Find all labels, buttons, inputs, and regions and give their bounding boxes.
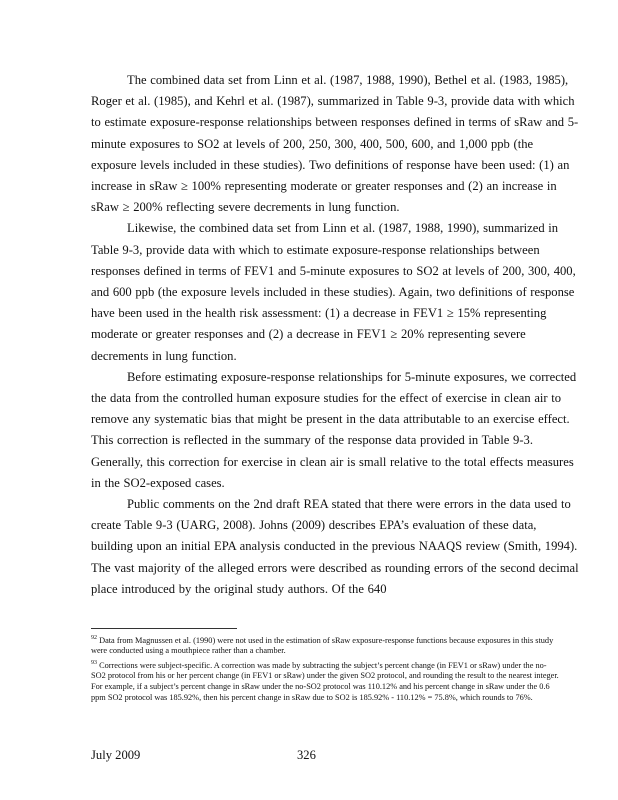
paragraph-2: Likewise, the combined data set from Linn et al. (1987, 1988, 1990), summarized in Table 9-3, provide data with which to estimate exposure-response relationships between responses defined in terms of FEV1 and 5-minute exposures to SO2 at levels of 200, 300, 400, and 600 ppb (the exposure levels included in these studies). Again, two definitions of response have been used in the health risk assessment: (1) a decrease in FEV1 ≥ 15% representing moderate or greater responses and (2) a decrease in FEV1 ≥ 20% representing severe decrements in lung function. xyxy=(91,221,576,363)
paragraph-1: The combined data set from Linn et al. (1987, 1988, 1990), Bethel et al. (1983, 1985), Roger et al. (1985), and Kehrl et al. (1987), summarized in Table 9-3, provide data with which to estimate exposure-response relationships between responses defined in terms of sRaw and 5-minute exposures to SO2 at levels of 200, 250, 300, 400, 500, 600, and 1,000 ppb (the exposure levels included in these studies). Two definitions of response have been used: (1) an increase in sRaw ≥ 100% representing moderate or greater responses and (2) an increase in sRaw ≥ 200% reflecting severe decrements in lung function. xyxy=(91,73,579,215)
paragraph-4: Public comments on the 2nd draft REA stated that there were errors in the data used to create Table 9-3 (UARG, 2008). Johns (2009) describes EPA’s evaluation of these data, building upon an initial EPA analysis conducted in the previous NAAQS review (Smith, 1994). The vast majority of the alleged errors were described as rounding errors of the second decimal place introduced by the original study authors. Of the 640 xyxy=(91,497,579,596)
footer-date: July 2009 xyxy=(91,748,141,762)
footnote-divider xyxy=(91,628,237,629)
footnotes xyxy=(91,633,561,704)
paragraph-3: Before estimating exposure-response relationships for 5-minute exposures, we corrected the data from the controlled human exposure studies for the effect of exercise in clean air to remove any systematic bias that might be present in the data attributable to an exercise effect. This correction is reflected in the summary of the response data provided in Table 9-3. Generally, this correction for exercise in clean air is small relative to the total effects measures in the SO2-exposed cases. xyxy=(91,369,577,490)
body-text xyxy=(91,70,579,600)
footnote-text: Data from Magnussen et al. (1990) were not used in the estimation of sRaw exposure-response functions because exposures in this study were conducted using a mouthpiece rather than a chamber. xyxy=(91,635,554,656)
page-number: 326 xyxy=(297,748,316,762)
footnote xyxy=(91,633,561,657)
footnote-text: Corrections were subject-specific. A correction was made by subtracting the subject’s percent change (in FEV1 or sRaw) under the no-SO2 protocol from his or her percent change (in FEV1 or sRaw) under the given SO2 protocol, and rounding the result to the nearest integer. For example, if a subject’s percent change in sRaw under the no-SO2 protocol was 110.12% and his percent change in sRaw under the 0.6 ppm SO2 protocol was 185.92%, then his percent change in sRaw due to SO2 is 185.92% - 110.12% = 75.8%, which rounds to 76%. xyxy=(91,660,559,702)
footnote xyxy=(91,658,561,703)
footnote-number: 92 xyxy=(91,635,97,641)
footnote-number: 93 xyxy=(91,659,97,666)
